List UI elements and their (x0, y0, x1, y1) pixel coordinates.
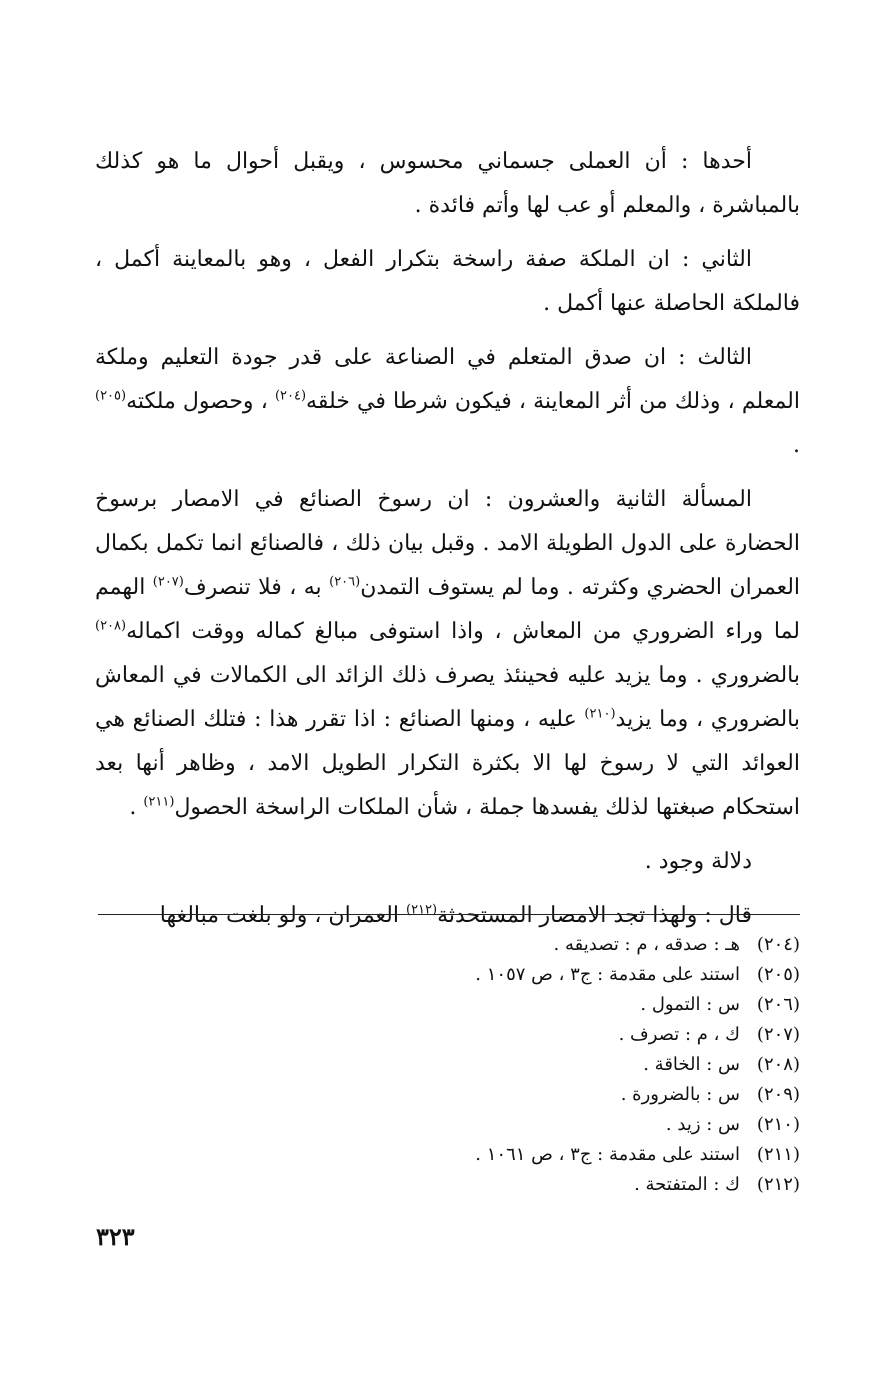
footnote-reference: (٢١٢) (405, 902, 438, 918)
page-number: ٣٢٣ (96, 1222, 135, 1251)
paragraph-p1 (95, 140, 800, 228)
footnote-text: استند على مقدمة : ج٣ ، ص ١٠٦١ . (475, 1144, 740, 1165)
footnote-text: هـ : صدقه ، م : تصديقه . (553, 934, 740, 955)
footnote-number: (٢٠٩) (756, 1084, 800, 1105)
footnote-number: (٢١٢) (756, 1174, 800, 1195)
footnote-reference: (٢٠٤) (274, 388, 307, 404)
footnote-number: (٢٠٥) (756, 964, 800, 985)
paragraph-text: ، وحصول ملكته (126, 389, 275, 414)
footnote-text: س : بالضرورة . (620, 1084, 740, 1105)
footnote-reference: (٢٠٥) (95, 388, 127, 404)
footnote-text: س : التمول . (640, 994, 740, 1015)
footnote-item (300, 1110, 800, 1140)
paragraph-text: المسألة الثانية والعشرون : ان رسوخ الصنائع في الامصار برسوخ الحضارة على الدول الطويلة الامد . وقبل بيان ذلك ، فالصنائع انما تكمل بكمال العمران الحضري وكثرته . وما لم يستوف التمدن (95, 487, 801, 600)
paragraph-text: . (793, 433, 800, 458)
footnote-number: (٢٠٤) (756, 934, 800, 955)
footnote-divider (98, 914, 800, 915)
paragraph-text: به ، فلا تنصرف (183, 575, 330, 600)
paragraph-text: . (129, 795, 144, 820)
footnote-text: ك ، م : تصرف . (618, 1024, 740, 1045)
paragraph-text: عليه ، ومنها الصنائع : اذا تقرر هذا : فتلك الصنائع هي العوائد التي لا رسوخ لها الا بكثرة التكرار الطويل الامد ، وظاهر أنها بعد استحكام صبغتها لذلك يفسدها جملة ، شأن الملكات الراسخة الحصول (95, 707, 800, 820)
footnote-item (300, 1080, 800, 1110)
footnote-text: س : الخاقة . (643, 1054, 740, 1075)
footnote-text: س : زيد . (665, 1114, 740, 1135)
footnote-number: (٢٠٨) (756, 1054, 800, 1075)
paragraph-p3 (95, 336, 800, 468)
footnote-item (300, 1020, 800, 1050)
footnote-number: (٢١٠) (756, 1114, 800, 1135)
paragraph-text: الهمم لما وراء الضروري من المعاش ، واذا استوفى مبالغ كماله ووقت اكماله (95, 575, 800, 644)
footnote-item (300, 1050, 800, 1080)
paragraph-text: بالضروري . وما يزيد عليه فحينئذ يصرف ذلك الزائد الى الكمالات في المعاش بالضروري ، وما يزيد (95, 663, 800, 732)
paragraph-p5 (95, 840, 800, 884)
footnote-text: ك : المتفتحة . (634, 1174, 740, 1195)
footnote-number: (٢٠٧) (756, 1024, 800, 1045)
footnote-reference: (٢١٠) (584, 706, 616, 722)
paragraph-text: الثاني : ان الملكة صفة راسخة بتكرار الفعل ، وهو بالمعاينة أكمل ، فالملكة الحاصلة عنها أكمل . (95, 247, 800, 316)
footnote-item (300, 990, 800, 1020)
footnote-item (300, 960, 800, 990)
footnote-reference: (٢٠٨) (95, 618, 127, 634)
footnote-number: (٢٠٦) (756, 994, 800, 1015)
footnotes (300, 930, 800, 1200)
footnote-reference: (٢٠٧) (152, 574, 184, 590)
paragraph-text: أحدها : أن العملى جسماني محسوس ، ويقبل أحوال ما هو كذلك بالمباشرة ، والمعلم أو عب لها وأتم فائدة . (95, 149, 800, 218)
paragraph-p4 (95, 478, 800, 830)
footnote-number: (٢١١) (756, 1144, 800, 1165)
footnote-reference: (٢٠٦) (329, 574, 361, 590)
paragraph-text: دلالة وجود . (644, 849, 752, 874)
footnote-item (300, 1170, 800, 1200)
main-text (95, 140, 800, 948)
paragraph-text: الثالث : ان صدق المتعلم في الصناعة على قدر جودة التعليم وملكة المعلم ، وذلك من أثر المعاينة ، فيكون شرطا في خلقه (95, 345, 800, 414)
footnote-item (300, 930, 800, 960)
footnote-text: استند على مقدمة : ج٣ ، ص ١٠٥٧ . (475, 964, 740, 985)
paragraph-p2 (95, 238, 800, 326)
footnote-item (300, 1140, 800, 1170)
paragraph-text: العمران ، ولو بلغت مبالغها (159, 903, 406, 928)
paragraph-text: قال : ولهذا تجد الامصار المستحدثة (437, 903, 752, 928)
footnote-reference: (٢١١) (143, 794, 175, 810)
